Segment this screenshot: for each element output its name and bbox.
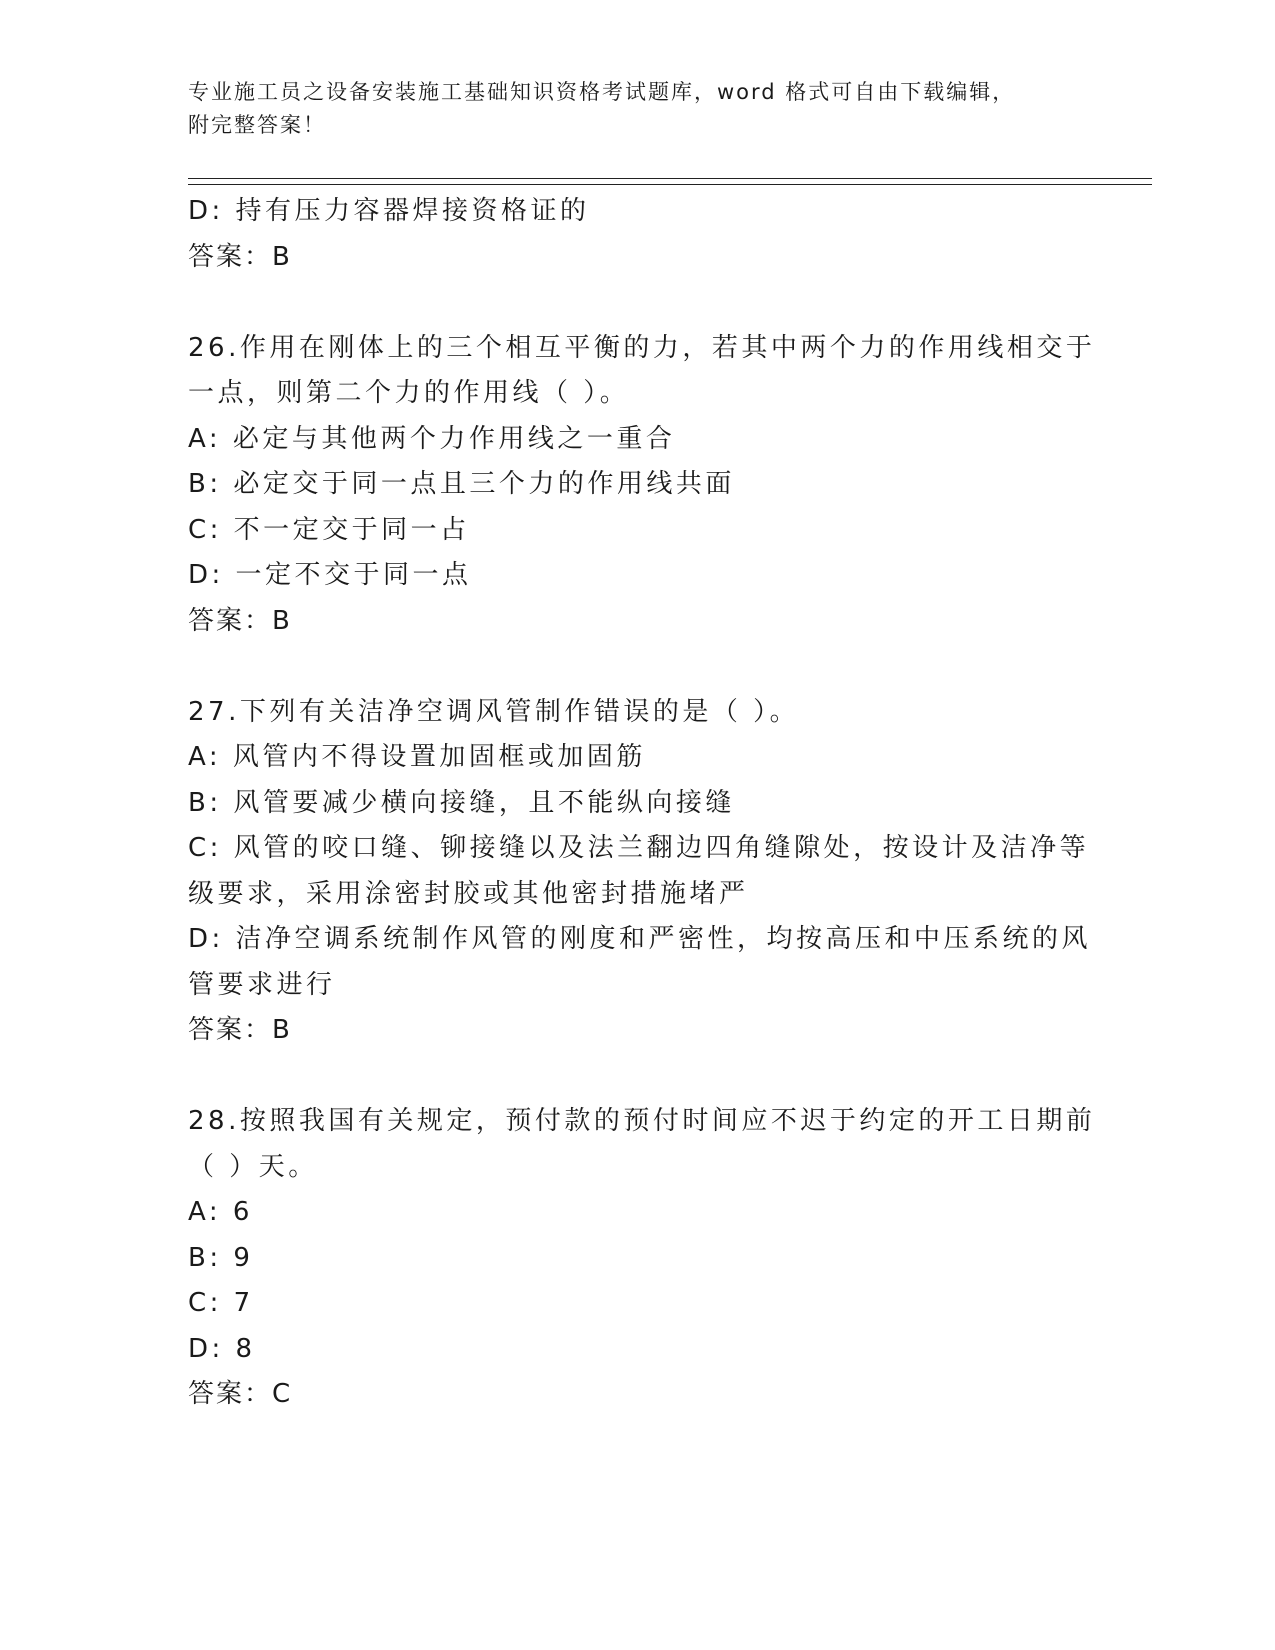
answer-line: 答案：B <box>188 1015 292 1045</box>
spacer <box>188 1054 1088 1100</box>
question-28 <box>188 1099 1096 1418</box>
option-c-continued: 级要求，采用涂密封胶或其他密封措施堵严 <box>188 878 749 909</box>
question-stem-continued: （ ）天。 <box>188 1151 318 1182</box>
question-27 <box>188 690 1092 1054</box>
question-stem: 28.按照我国有关规定，预付款的预付时间应不迟于约定的开工日期前 <box>188 1106 1096 1136</box>
option-d: D: 持有压力容器焊接资格证的 <box>188 196 590 226</box>
option-c: C: 7 <box>188 1288 254 1318</box>
header-line-1: 专业施工员之设备安装施工基础知识资格考试题库，word 格式可自由下载编辑， <box>188 80 1016 104</box>
option-d: D: 8 <box>188 1333 256 1364</box>
header-divider-bottom <box>188 184 1152 185</box>
answer-line: 答案：B <box>188 241 292 272</box>
option-c: C: 不一定交于同一占 <box>188 514 470 545</box>
question-stem-continued: 一点，则第二个力的作用线（ ）。 <box>188 378 630 408</box>
option-a: A: 风管内不得设置加固框或加固筋 <box>188 742 646 772</box>
question-26 <box>188 326 1096 645</box>
spacer <box>188 280 1088 326</box>
spacer <box>188 644 1088 690</box>
question-stem: 26.作用在刚体上的三个相互平衡的力，若其中两个力的作用线相交于 <box>188 332 1096 363</box>
option-d: D: 洁净空调系统制作风管的刚度和严密性，均按高压和中压系统的风 <box>188 924 1092 954</box>
option-d-continued: 管要求进行 <box>188 969 336 1000</box>
question-list <box>188 189 1096 1418</box>
option-b: B: 风管要减少横向接缝，且不能纵向接缝 <box>188 787 735 818</box>
option-c: C: 风管的咬口缝、铆接缝以及法兰翻边四角缝隙处，按设计及洁净等 <box>188 833 1090 863</box>
option-b: B: 必定交于同一点且三个力的作用线共面 <box>188 469 735 499</box>
option-a: A: 必定与其他两个力作用线之一重合 <box>188 423 676 454</box>
document-header <box>188 76 1088 142</box>
option-b: B: 9 <box>188 1242 254 1273</box>
option-a: A: 6 <box>188 1197 253 1227</box>
question-stem: 27.下列有关洁净空调风管制作错误的是（ ）。 <box>188 696 800 727</box>
answer-line: 答案：C <box>188 1379 293 1409</box>
option-d: D: 一定不交于同一点 <box>188 560 472 590</box>
header-divider-top <box>188 178 1152 179</box>
answer-line: 答案：B <box>188 605 292 636</box>
header-line-2: 附完整答案！ <box>188 113 326 137</box>
